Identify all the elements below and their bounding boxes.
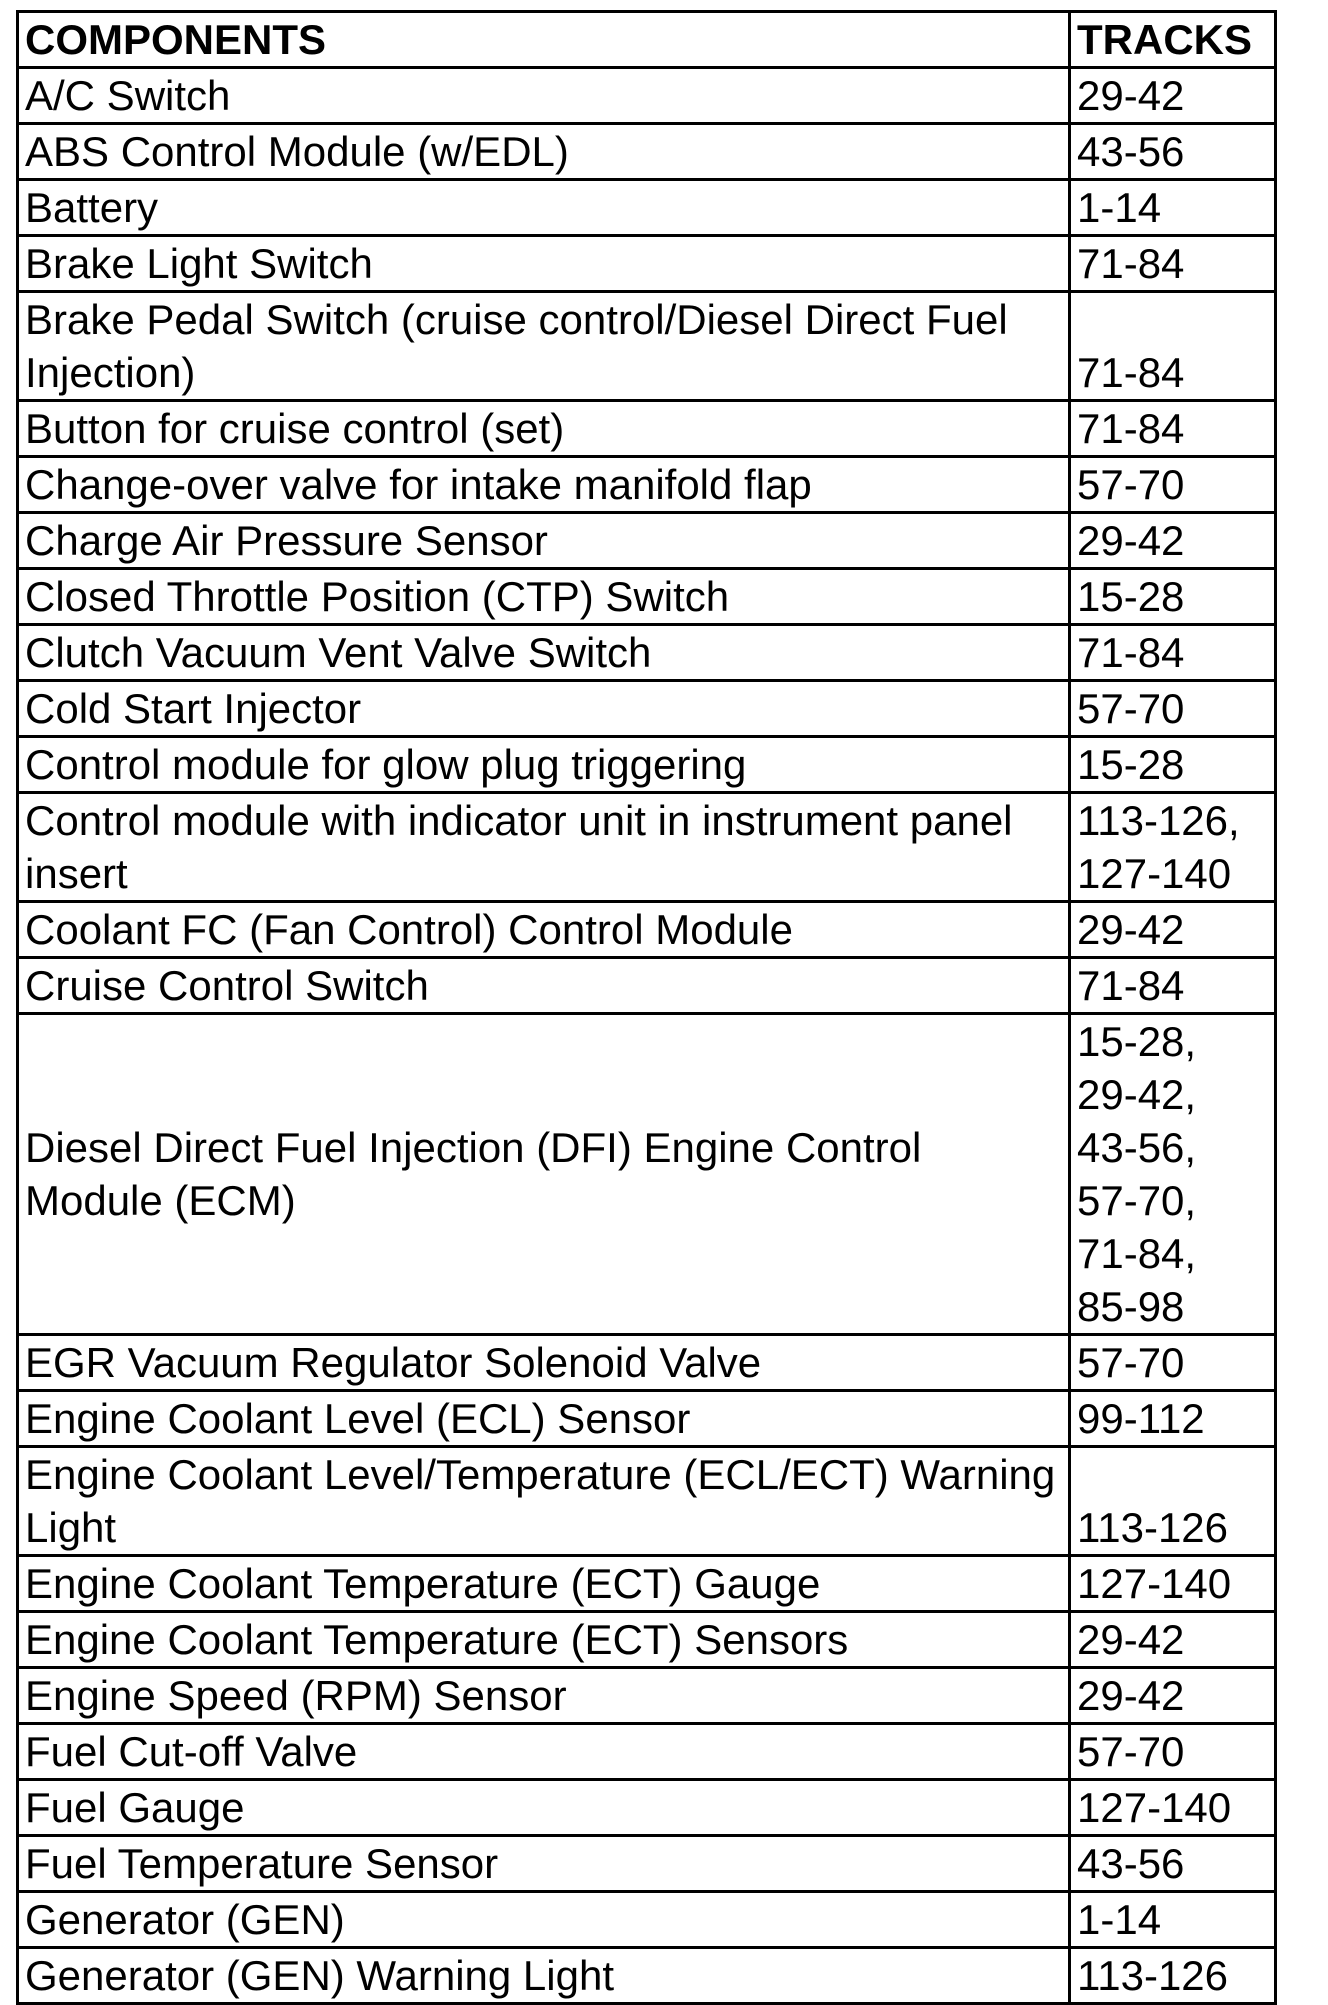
track-value: 113-126 [1077, 1952, 1229, 1999]
component-cell: A/C Switch [18, 68, 1070, 124]
track-value: 15-28 [1077, 573, 1185, 620]
track-value: 71-84 [1077, 240, 1185, 287]
tracks-cell [1070, 737, 1276, 793]
table-row [18, 958, 1276, 1014]
component-cell: Button for cruise control (set) [18, 401, 1070, 457]
track-value: 43-56, [1077, 1124, 1197, 1171]
tracks-cell [1070, 958, 1276, 1014]
track-value: 127-140 [1077, 1560, 1232, 1607]
tracks-cell [1070, 236, 1276, 292]
track-value: 57-70 [1077, 1728, 1185, 1775]
components-header: COMPONENTS [18, 12, 1070, 68]
component-cell: Change-over valve for intake manifold flap [18, 457, 1070, 513]
tracks-cell [1070, 1668, 1276, 1724]
table-row [18, 1724, 1276, 1780]
track-value: 29-42 [1077, 72, 1185, 119]
track-value: 29-42 [1077, 1672, 1185, 1719]
component-cell: Engine Speed (RPM) Sensor [18, 1668, 1070, 1724]
tracks-cell [1070, 401, 1276, 457]
tracks-cell [1070, 292, 1276, 401]
track-value: 57-70 [1077, 1339, 1185, 1386]
table-row [18, 1892, 1276, 1948]
track-value: 71-84 [1077, 629, 1185, 676]
tracks-cell [1070, 180, 1276, 236]
table-body [18, 68, 1276, 2004]
component-cell: Fuel Gauge [18, 1780, 1070, 1836]
table-row [18, 1556, 1276, 1612]
track-value: 43-56 [1077, 128, 1185, 175]
table-row [18, 513, 1276, 569]
component-cell: Engine Coolant Temperature (ECT) Sensors [18, 1612, 1070, 1668]
component-cell: Battery [18, 180, 1070, 236]
component-cell: Generator (GEN) [18, 1892, 1070, 1948]
table-row [18, 68, 1276, 124]
tracks-cell [1070, 1391, 1276, 1447]
component-cell: Engine Coolant Level (ECL) Sensor [18, 1391, 1070, 1447]
table-row [18, 793, 1276, 902]
component-cell: ABS Control Module (w/EDL) [18, 124, 1070, 180]
tracks-cell [1070, 625, 1276, 681]
track-value: 43-56 [1077, 1840, 1185, 1887]
component-cell: Engine Coolant Temperature (ECT) Gauge [18, 1556, 1070, 1612]
tracks-cell [1070, 902, 1276, 958]
component-cell: Charge Air Pressure Sensor [18, 513, 1070, 569]
table-row [18, 180, 1276, 236]
table-row [18, 902, 1276, 958]
component-cell: Brake Light Switch [18, 236, 1070, 292]
tracks-cell [1070, 569, 1276, 625]
track-value: 1-14 [1077, 1896, 1162, 1943]
component-cell: Control module for glow plug triggering [18, 737, 1070, 793]
tracks-cell [1070, 1014, 1276, 1335]
component-cell: Engine Coolant Level/Temperature (ECL/ECT) Warning Light [18, 1447, 1070, 1556]
component-cell: Brake Pedal Switch (cruise control/Diesel Direct Fuel Injection) [18, 292, 1070, 401]
component-cell: Control module with indicator unit in instrument panel insert [18, 793, 1070, 902]
component-cell: Cold Start Injector [18, 681, 1070, 737]
tracks-cell [1070, 1612, 1276, 1668]
tracks-cell [1070, 68, 1276, 124]
components-tracks-table [16, 10, 1277, 2005]
track-value: 15-28, [1077, 1018, 1197, 1065]
track-value: 71-84 [1077, 349, 1185, 396]
tracks-cell [1070, 124, 1276, 180]
tracks-cell [1070, 1892, 1276, 1948]
table-row [18, 1391, 1276, 1447]
track-value: 85-98 [1077, 1283, 1185, 1330]
table-row [18, 1335, 1276, 1391]
table-row [18, 569, 1276, 625]
table-row [18, 625, 1276, 681]
tracks-cell [1070, 793, 1276, 902]
track-value: 57-70 [1077, 461, 1185, 508]
tracks-cell [1070, 1780, 1276, 1836]
tracks-cell [1070, 1948, 1276, 2004]
table-row [18, 401, 1276, 457]
table-row [18, 292, 1276, 401]
table-row [18, 1948, 1276, 2004]
tracks-cell [1070, 1836, 1276, 1892]
track-value: 1-14 [1077, 184, 1162, 231]
table-row [18, 1612, 1276, 1668]
track-value: 29-42, [1077, 1071, 1197, 1118]
tracks-cell [1070, 1556, 1276, 1612]
table-row [18, 1836, 1276, 1892]
track-value: 113-126, [1077, 797, 1240, 844]
component-cell: Closed Throttle Position (CTP) Switch [18, 569, 1070, 625]
track-value: 29-42 [1077, 906, 1185, 953]
table-row [18, 1014, 1276, 1335]
component-cell: Fuel Temperature Sensor [18, 1836, 1070, 1892]
track-value: 57-70 [1077, 685, 1185, 732]
table-row [18, 124, 1276, 180]
track-value: 71-84 [1077, 962, 1185, 1009]
tracks-header: TRACKS [1070, 12, 1276, 68]
component-cell: Fuel Cut-off Valve [18, 1724, 1070, 1780]
table-row [18, 1668, 1276, 1724]
track-value: 127-140 [1077, 1784, 1232, 1831]
component-cell: Generator (GEN) Warning Light [18, 1948, 1070, 2004]
tracks-cell [1070, 1724, 1276, 1780]
track-value: 99-112 [1077, 1395, 1205, 1442]
table-row [18, 1780, 1276, 1836]
tracks-cell [1070, 457, 1276, 513]
component-cell: EGR Vacuum Regulator Solenoid Valve [18, 1335, 1070, 1391]
track-value: 15-28 [1077, 741, 1185, 788]
component-cell: Diesel Direct Fuel Injection (DFI) Engine Control Module (ECM) [18, 1014, 1070, 1335]
track-value: 29-42 [1077, 517, 1185, 564]
header-row [18, 12, 1276, 68]
table-row [18, 236, 1276, 292]
table-row [18, 457, 1276, 513]
table-row [18, 681, 1276, 737]
track-value: 71-84, [1077, 1230, 1197, 1277]
track-value: 71-84 [1077, 405, 1185, 452]
component-cell: Clutch Vacuum Vent Valve Switch [18, 625, 1070, 681]
tracks-cell [1070, 1335, 1276, 1391]
tracks-cell [1070, 1447, 1276, 1556]
table-row [18, 1447, 1276, 1556]
track-value: 127-140 [1077, 850, 1232, 897]
table-row [18, 737, 1276, 793]
track-value: 113-126 [1077, 1504, 1229, 1551]
track-value: 57-70, [1077, 1177, 1197, 1224]
component-cell: Cruise Control Switch [18, 958, 1070, 1014]
tracks-cell [1070, 681, 1276, 737]
track-value: 29-42 [1077, 1616, 1185, 1663]
component-cell: Coolant FC (Fan Control) Control Module [18, 902, 1070, 958]
tracks-cell [1070, 513, 1276, 569]
